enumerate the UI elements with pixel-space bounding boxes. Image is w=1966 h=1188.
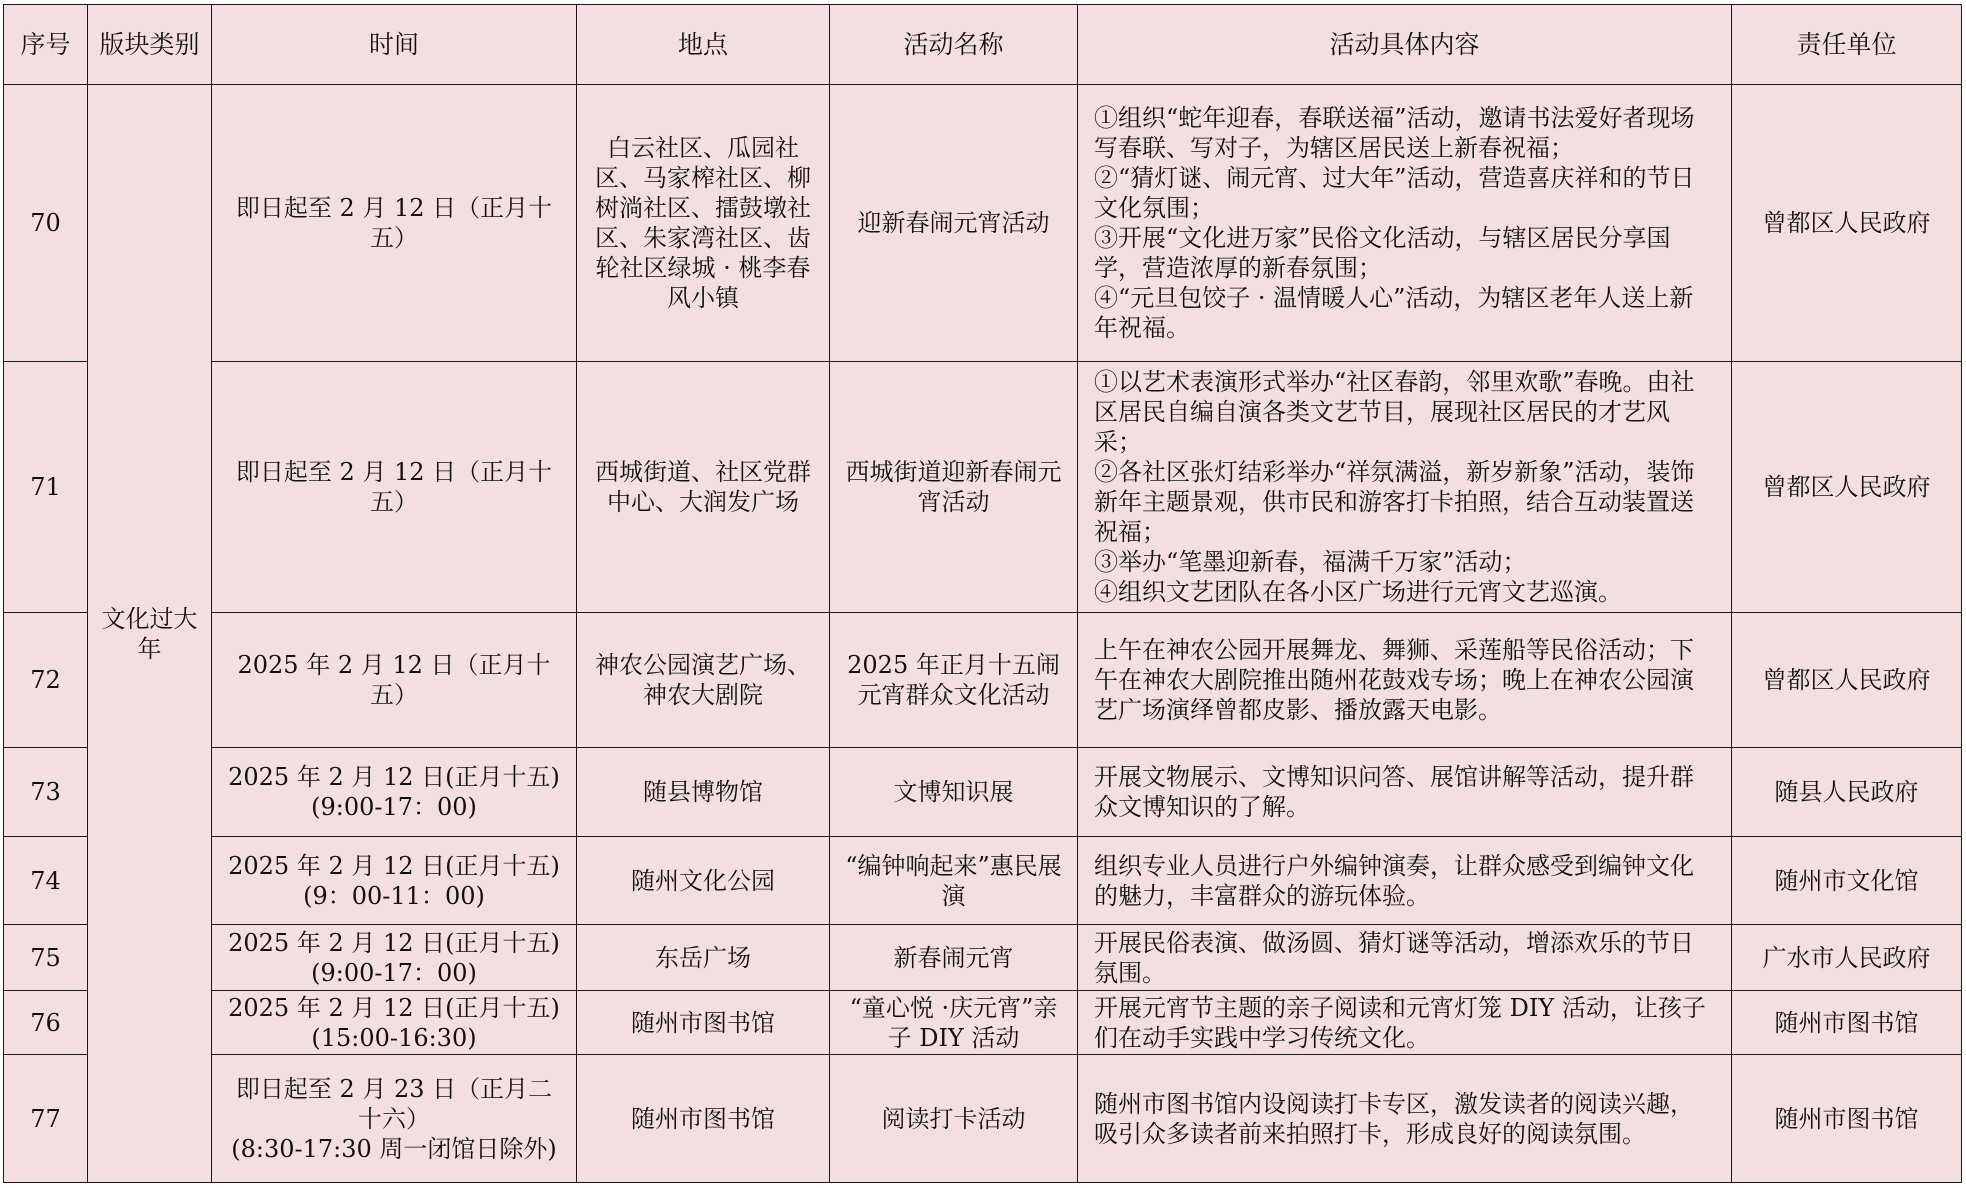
row-no: 75: [4, 925, 88, 991]
table-row: [4, 925, 1962, 991]
row-time: 2025 年 2 月 12 日（正月十五）: [212, 613, 577, 748]
table-row: [4, 991, 1962, 1055]
row-no: 76: [4, 991, 88, 1055]
table-row: [4, 1055, 1962, 1183]
row-activity-name: “编钟响起来”惠民展演: [830, 837, 1078, 925]
row-time: 2025 年 2 月 12 日(正月十五) (9：00-11：00): [212, 837, 577, 925]
row-no: 71: [4, 362, 88, 613]
header-unit: 责任单位: [1732, 5, 1962, 85]
row-unit: 随州市图书馆: [1732, 991, 1962, 1055]
row-no: 77: [4, 1055, 88, 1183]
row-place: 随州文化公园: [577, 837, 830, 925]
table-row: [4, 748, 1962, 837]
row-time: 即日起至 2 月 12 日（正月十五）: [212, 85, 577, 362]
header-category: 版块类别: [88, 5, 212, 85]
row-time: 2025 年 2 月 12 日(正月十五) (15:00-16:30): [212, 991, 577, 1055]
header-time: 时间: [212, 5, 577, 85]
row-unit: 曾都区人民政府: [1732, 613, 1962, 748]
row-content: ①以艺术表演形式举办“社区春韵，邻里欢歌”春晚。由社区居民自编自演各类文艺节目，展现社区居民的才艺风采； ②各社区张灯结彩举办“祥氛满溢，新岁新象”活动，装饰新年主题景观，供市民和游客打卡拍照，结合互动装置送祝福； ③举办“笔墨迎新春，福满千万家”活动； ④组织文艺团队在各小区广场进行元宵文艺巡演。: [1078, 362, 1732, 613]
row-unit: 曾都区人民政府: [1732, 362, 1962, 613]
row-activity-name: 新春闹元宵: [830, 925, 1078, 991]
row-place: 随州市图书馆: [577, 1055, 830, 1183]
row-unit: 随州市文化馆: [1732, 837, 1962, 925]
row-content: 上午在神农公园开展舞龙、舞狮、采莲船等民俗活动；下午在神农大剧院推出随州花鼓戏专场；晚上在神农公园演艺广场演绎曾都皮影、播放露天电影。: [1078, 613, 1732, 748]
row-unit: 曾都区人民政府: [1732, 85, 1962, 362]
header-name: 活动名称: [830, 5, 1078, 85]
category-cell: 文化过大年: [88, 85, 212, 1183]
row-place: 东岳广场: [577, 925, 830, 991]
row-activity-name: 2025 年正月十五闹元宵群众文化活动: [830, 613, 1078, 748]
row-time: 2025 年 2 月 12 日(正月十五) (9:00-17：00): [212, 925, 577, 991]
row-activity-name: “童心悦 ·庆元宵”亲子 DIY 活动: [830, 991, 1078, 1055]
row-time: 即日起至 2 月 12 日（正月十五）: [212, 362, 577, 613]
row-no: 74: [4, 837, 88, 925]
table-row: [4, 837, 1962, 925]
row-place: 随州市图书馆: [577, 991, 830, 1055]
row-place: 神农公园演艺广场、神农大剧院: [577, 613, 830, 748]
header-place: 地点: [577, 5, 830, 85]
row-time: 即日起至 2 月 23 日（正月二十六） (8:30-17:30 周一闭馆日除外): [212, 1055, 577, 1183]
row-place: 白云社区、瓜园社区、马家榨社区、柳树淌社区、擂鼓墩社区、朱家湾社区、齿轮社区绿城 · 桃李春风小镇: [577, 85, 830, 362]
row-unit: 随州市图书馆: [1732, 1055, 1962, 1183]
row-time: 2025 年 2 月 12 日(正月十五) (9:00-17：00): [212, 748, 577, 837]
row-no: 72: [4, 613, 88, 748]
row-activity-name: 阅读打卡活动: [830, 1055, 1078, 1183]
row-no: 70: [4, 85, 88, 362]
row-activity-name: 西城街道迎新春闹元宵活动: [830, 362, 1078, 613]
table-row: [4, 613, 1962, 748]
row-activity-name: 文博知识展: [830, 748, 1078, 837]
row-content: 开展文物展示、文博知识问答、展馆讲解等活动，提升群众文博知识的了解。: [1078, 748, 1732, 837]
row-content: 随州市图书馆内设阅读打卡专区，激发读者的阅读兴趣，吸引众多读者前来拍照打卡，形成良好的阅读氛围。: [1078, 1055, 1732, 1183]
row-place: 西城街道、社区党群中心、大润发广场: [577, 362, 830, 613]
table-row: [4, 85, 1962, 362]
row-content: 开展元宵节主题的亲子阅读和元宵灯笼 DIY 活动，让孩子们在动手实践中学习传统文化。: [1078, 991, 1732, 1055]
row-activity-name: 迎新春闹元宵活动: [830, 85, 1078, 362]
header-row: [4, 5, 1962, 85]
row-content: 开展民俗表演、做汤圆、猜灯谜等活动，增添欢乐的节日氛围。: [1078, 925, 1732, 991]
activity-table: [3, 4, 1962, 1183]
header-content: 活动具体内容: [1078, 5, 1732, 85]
header-no: 序号: [4, 5, 88, 85]
row-place: 随县博物馆: [577, 748, 830, 837]
table-row: [4, 362, 1962, 613]
row-content: 组织专业人员进行户外编钟演奏，让群众感受到编钟文化的魅力，丰富群众的游玩体验。: [1078, 837, 1732, 925]
row-unit: 随县人民政府: [1732, 748, 1962, 837]
row-unit: 广水市人民政府: [1732, 925, 1962, 991]
row-content: ①组织“蛇年迎春，春联送福”活动，邀请书法爱好者现场写春联、写对子，为辖区居民送上新春祝福； ②“猜灯谜、闹元宵、过大年”活动，营造喜庆祥和的节日文化氛围； ③开展“文化进万家”民俗文化活动，与辖区居民分享国学，营造浓厚的新春氛围； ④“元旦包饺子 · 温情暖人心”活动，为辖区老年人送上新年祝福。: [1078, 85, 1732, 362]
row-no: 73: [4, 748, 88, 837]
